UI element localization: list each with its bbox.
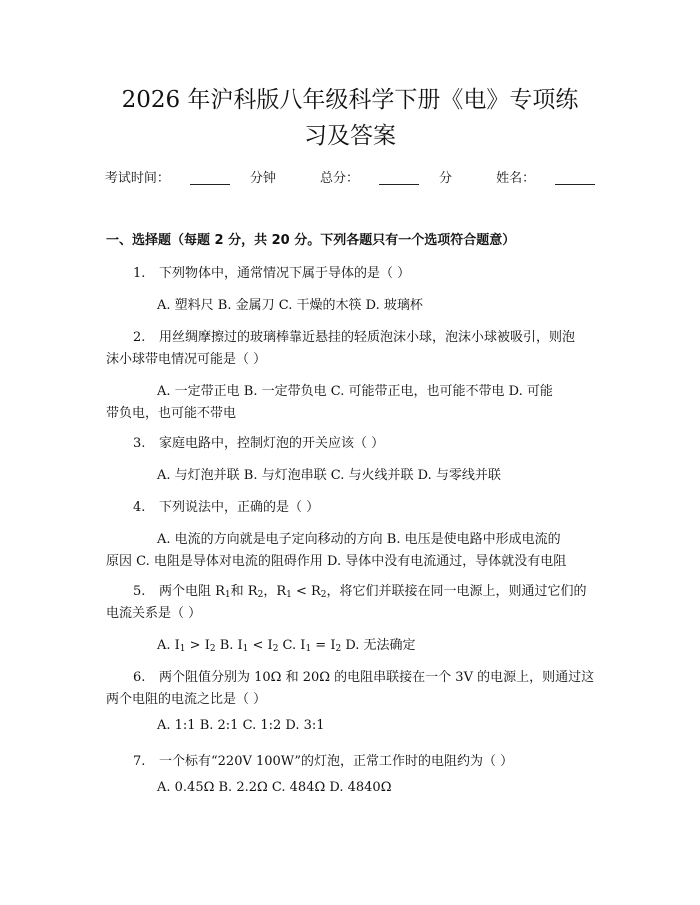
score-blank <box>379 170 419 185</box>
document-title-line2: 习及答案 <box>304 123 396 149</box>
subscript: 1 <box>286 590 292 600</box>
name-blank <box>555 170 595 185</box>
document-title-line1: 2026 年沪科版八年级科学下册《电》专项练 <box>121 87 579 113</box>
question-number: 7. <box>133 754 146 769</box>
score-field <box>310 171 462 186</box>
question-number: 3. <box>133 436 146 451</box>
question-3 <box>133 432 384 451</box>
option-text: < I <box>248 638 273 653</box>
subscript: 1 <box>242 644 249 654</box>
subscript: 2 <box>335 644 342 654</box>
question-4 <box>133 496 319 515</box>
question-5-options <box>157 634 416 654</box>
question-4-options-cont: 原因 C. 电阻是导体对电流的阻碍作用 D. 导体中没有电流通过，导体就没有电阻 <box>106 554 567 569</box>
question-stem: 一个标有“220V 100W”的灯泡，正常工作时的电阻约为（ ） <box>159 754 514 769</box>
question-5 <box>133 580 587 600</box>
question-6 <box>133 666 594 685</box>
question-stem: ，将它们并联接在同一电源上，则通过它们的 <box>326 584 587 599</box>
time-label: 考试时间： <box>104 171 170 186</box>
question-1 <box>133 262 410 281</box>
question-stem: 下列说法中，正确的是（ ） <box>159 500 320 515</box>
question-4-options: A. 电流的方向就是电子定向移动的方向 B. 电压是使电路中形成电流的 <box>157 532 561 547</box>
question-number: 6. <box>133 670 146 685</box>
subscript: 2 <box>257 590 264 600</box>
option-text: D. 无法确定 <box>341 638 416 653</box>
question-5-stem-cont: 电流关系是（ ） <box>106 606 202 621</box>
name-field <box>486 171 605 186</box>
time-blank <box>190 170 230 185</box>
section-heading: 一、选择题（每题 2 分，共 20 分。下列各题只有一个选项符合题意） <box>106 233 516 248</box>
question-2 <box>133 326 575 345</box>
option-text: = I <box>311 638 336 653</box>
score-unit: 分 <box>439 171 453 186</box>
subscript: 1 <box>305 644 312 654</box>
question-number: 4. <box>133 500 146 515</box>
option-text: > I <box>185 638 210 653</box>
question-number: 1. <box>133 266 146 281</box>
subscript: 1 <box>224 590 231 600</box>
option-text: C. I <box>278 638 306 653</box>
question-stem: 家庭电路中，控制灯泡的开关应该（ ） <box>159 436 385 451</box>
question-2-options: A. 一定带正电 B. 一定带负电 C. 可能带正电，也可能不带电 D. 可能 <box>157 384 553 399</box>
option-text: B. I <box>215 638 243 653</box>
question-stem: < R <box>291 584 321 599</box>
question-3-options: A. 与灯泡并联 B. 与灯泡串联 C. 与火线并联 D. 与零线并联 <box>157 468 501 483</box>
subscript: 1 <box>179 644 186 654</box>
question-7 <box>133 750 513 769</box>
question-stem: 两个阻值分别为 10Ω 和 20Ω 的电阻串联接在一个 3V 的电源上，则通过这 <box>159 670 595 685</box>
time-field <box>95 171 286 186</box>
question-stem: 和 R <box>230 584 258 599</box>
question-stem: 两个电阻 R <box>159 584 225 599</box>
question-2-stem-cont: 沫小球带电情况可能是（ ） <box>106 352 267 367</box>
question-2-options-cont: 带负电，也可能不带电 <box>106 406 237 421</box>
question-6-stem-cont: 两个电阻的电流之比是（ ） <box>106 692 267 707</box>
subscript: 2 <box>209 644 216 654</box>
score-label: 总分： <box>319 171 359 186</box>
question-number: 2. <box>133 330 146 345</box>
question-stem: 下列物体中，通常情况下属于导体的是（ ） <box>159 266 411 281</box>
question-7-options: A. 0.45Ω B. 2.2Ω C. 484Ω D. 4840Ω <box>157 780 392 795</box>
question-stem: ，R <box>263 584 287 599</box>
exam-meta <box>0 167 700 186</box>
name-label: 姓名： <box>496 171 536 186</box>
time-unit: 分钟 <box>249 171 276 186</box>
question-stem: 用丝绸摩擦过的玻璃棒靠近悬挂的轻质泡沫小球，泡沫小球被吸引，则泡 <box>159 330 576 345</box>
subscript: 2 <box>272 644 279 654</box>
option-text: A. I <box>157 638 180 653</box>
question-6-options: A. 1:1 B. 2:1 C. 1:2 D. 3:1 <box>157 718 325 733</box>
subscript: 2 <box>320 590 327 600</box>
question-number: 5. <box>133 584 146 599</box>
question-1-options: A. 塑料尺 B. 金属刀 C. 干燥的木筷 D. 玻璃杯 <box>157 298 423 313</box>
